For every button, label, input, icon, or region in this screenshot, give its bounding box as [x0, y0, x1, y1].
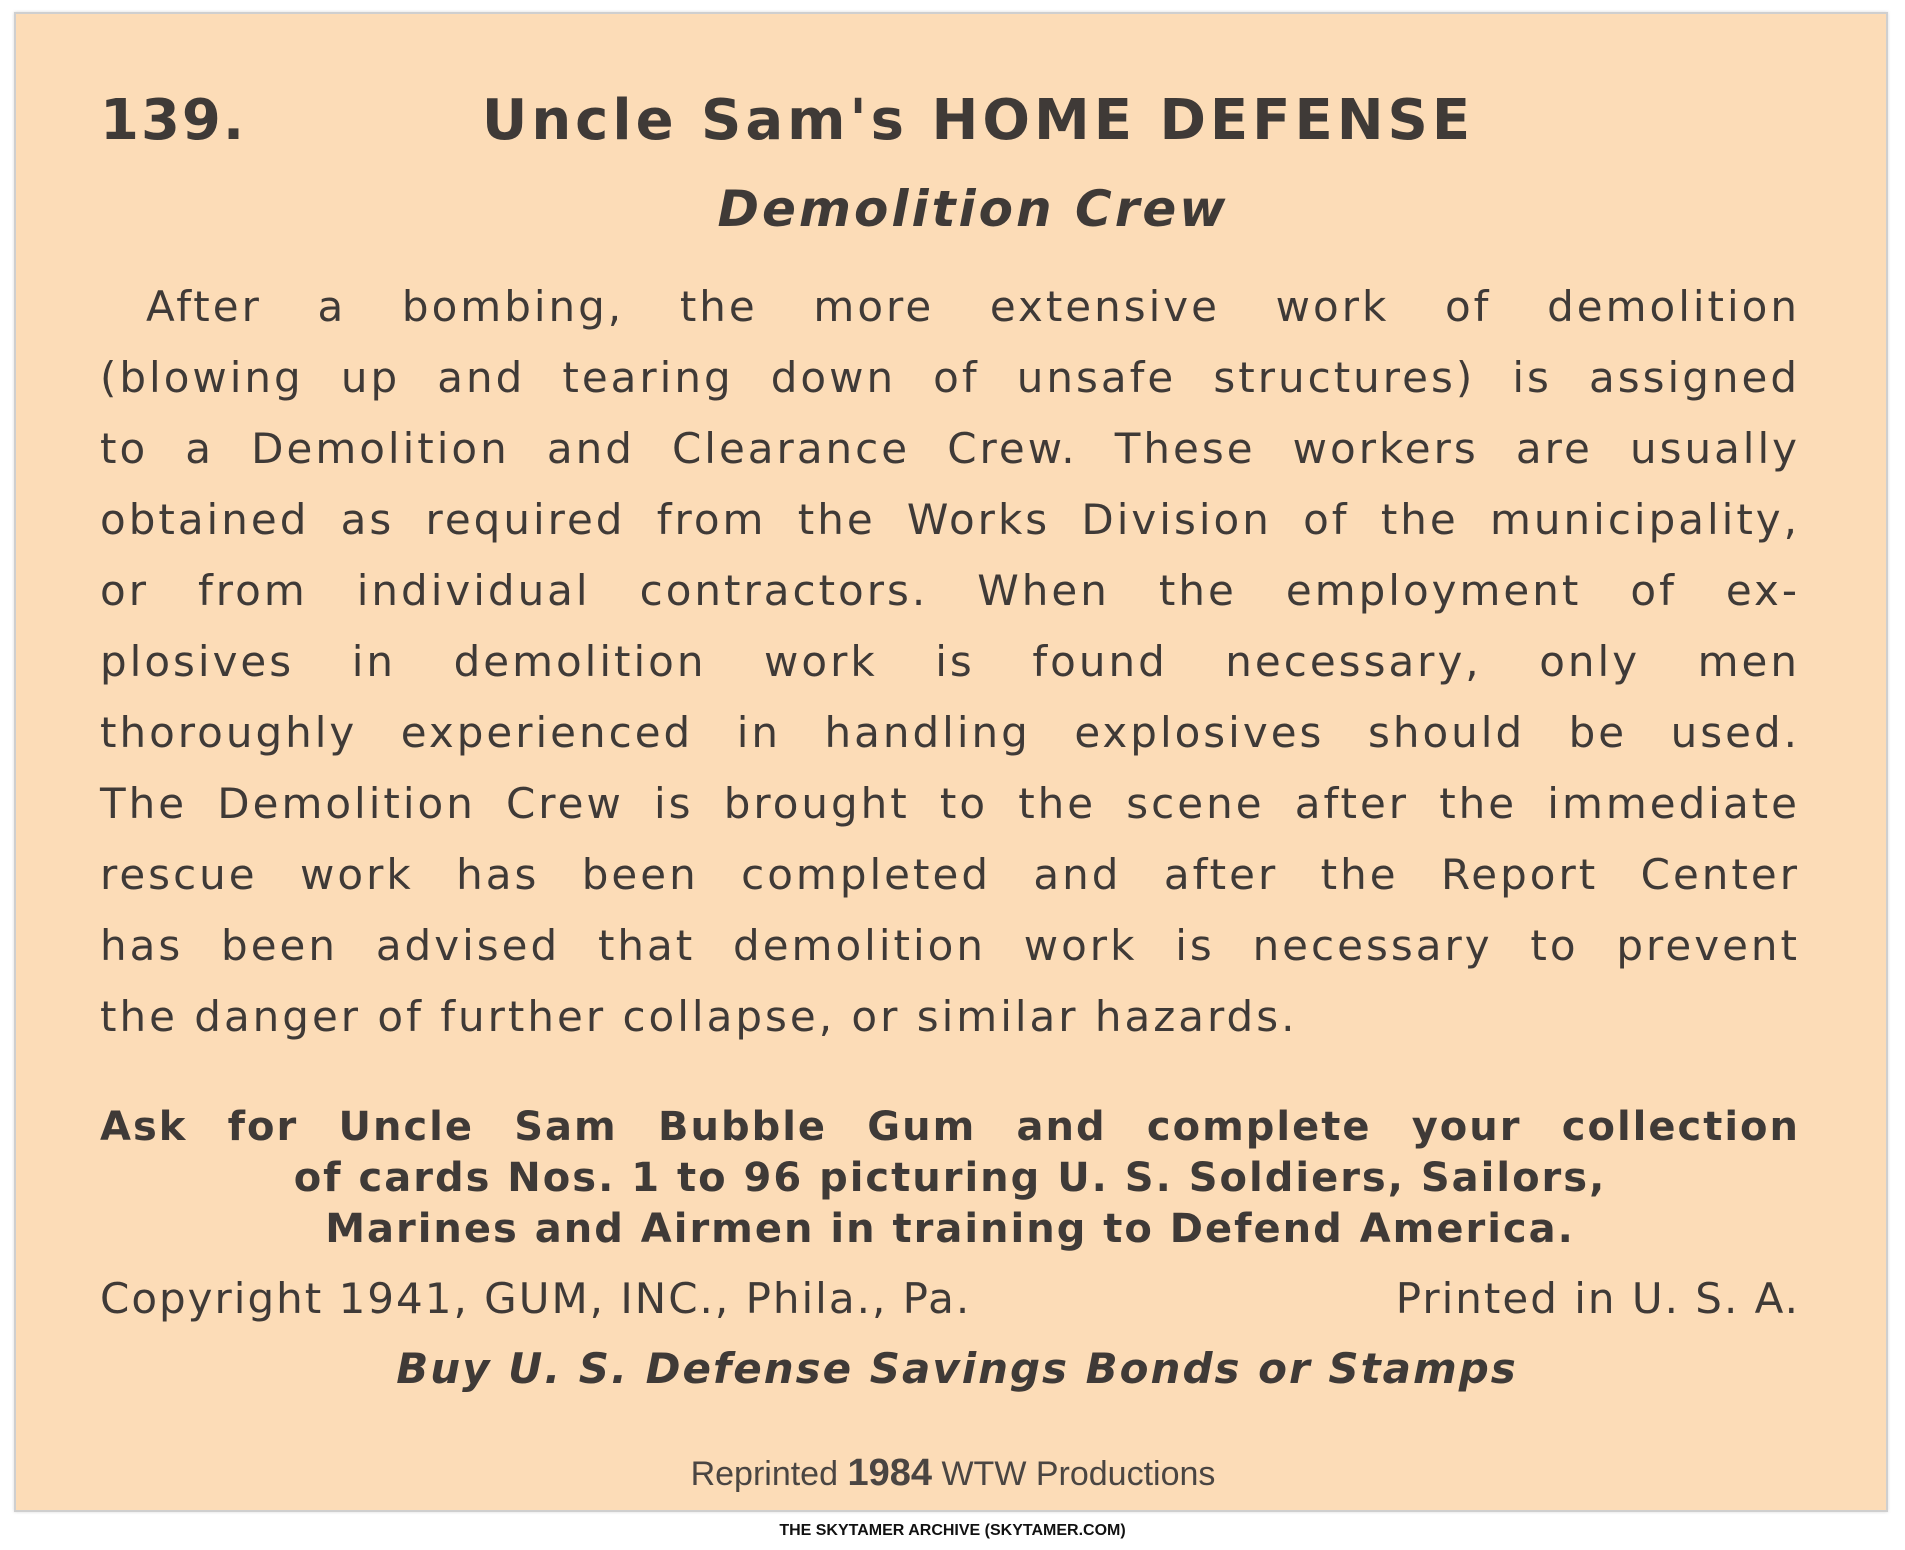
archive-caption: THE SKYTAMER ARCHIVE (SKYTAMER.COM) [779, 1522, 1126, 1539]
description-line: to a Demolition and Clearance Crew. These workers are usually [100, 424, 1800, 473]
description-line: thoroughly experienced in handling explosives should be used. [100, 708, 1800, 757]
description-line: rescue work has been completed and after the Report Center [100, 850, 1800, 899]
bonds-slogan: Buy U. S. Defense Savings Bonds or Stamps [396, 1344, 1518, 1393]
card-subtitle: Demolition Crew [717, 180, 1229, 238]
description-line: After a bombing, the more extensive work of demolition [146, 282, 1800, 331]
description-line: the danger of further collapse, or similar hazards. [100, 992, 1298, 1041]
printed-in-text: Printed in U. S. A. [1395, 1274, 1800, 1323]
description-line: or from individual contractors. When the employment of ex- [100, 566, 1800, 615]
description-line: plosives in demolition work is found necessary, only men [100, 637, 1800, 686]
copyright-text: Copyright 1941, GUM, INC., Phila., Pa. [100, 1274, 972, 1323]
promo-line: of cards Nos. 1 to 96 picturing U. S. Soldiers, Sailors, [293, 1155, 1607, 1201]
promo-text [100, 1104, 1800, 1257]
card-number: 139. [100, 88, 247, 153]
trading-card-back [14, 12, 1888, 1512]
copyright-row [100, 1274, 1800, 1323]
description-line: has been advised that demolition work is necessary to prevent [100, 921, 1800, 970]
card-description [100, 282, 1800, 1063]
promo-line: Ask for Uncle Sam Bubble Gum and complete your collection [100, 1104, 1800, 1150]
reprint-prefix: Reprinted [690, 1455, 838, 1493]
description-line: obtained as required from the Works Division of the municipality, [100, 495, 1800, 544]
reprint-year: 1984 [847, 1452, 932, 1494]
card-title: Uncle Sam's HOME DEFENSE [481, 88, 1475, 153]
description-line: (blowing up and tearing down of unsafe structures) is assigned [100, 353, 1800, 402]
reprint-credit [16, 1452, 1890, 1495]
description-line: The Demolition Crew is brought to the scene after the immediate [100, 779, 1800, 828]
reprint-suffix: WTW Productions [941, 1455, 1216, 1493]
promo-line: Marines and Airmen in training to Defend America. [325, 1206, 1575, 1252]
